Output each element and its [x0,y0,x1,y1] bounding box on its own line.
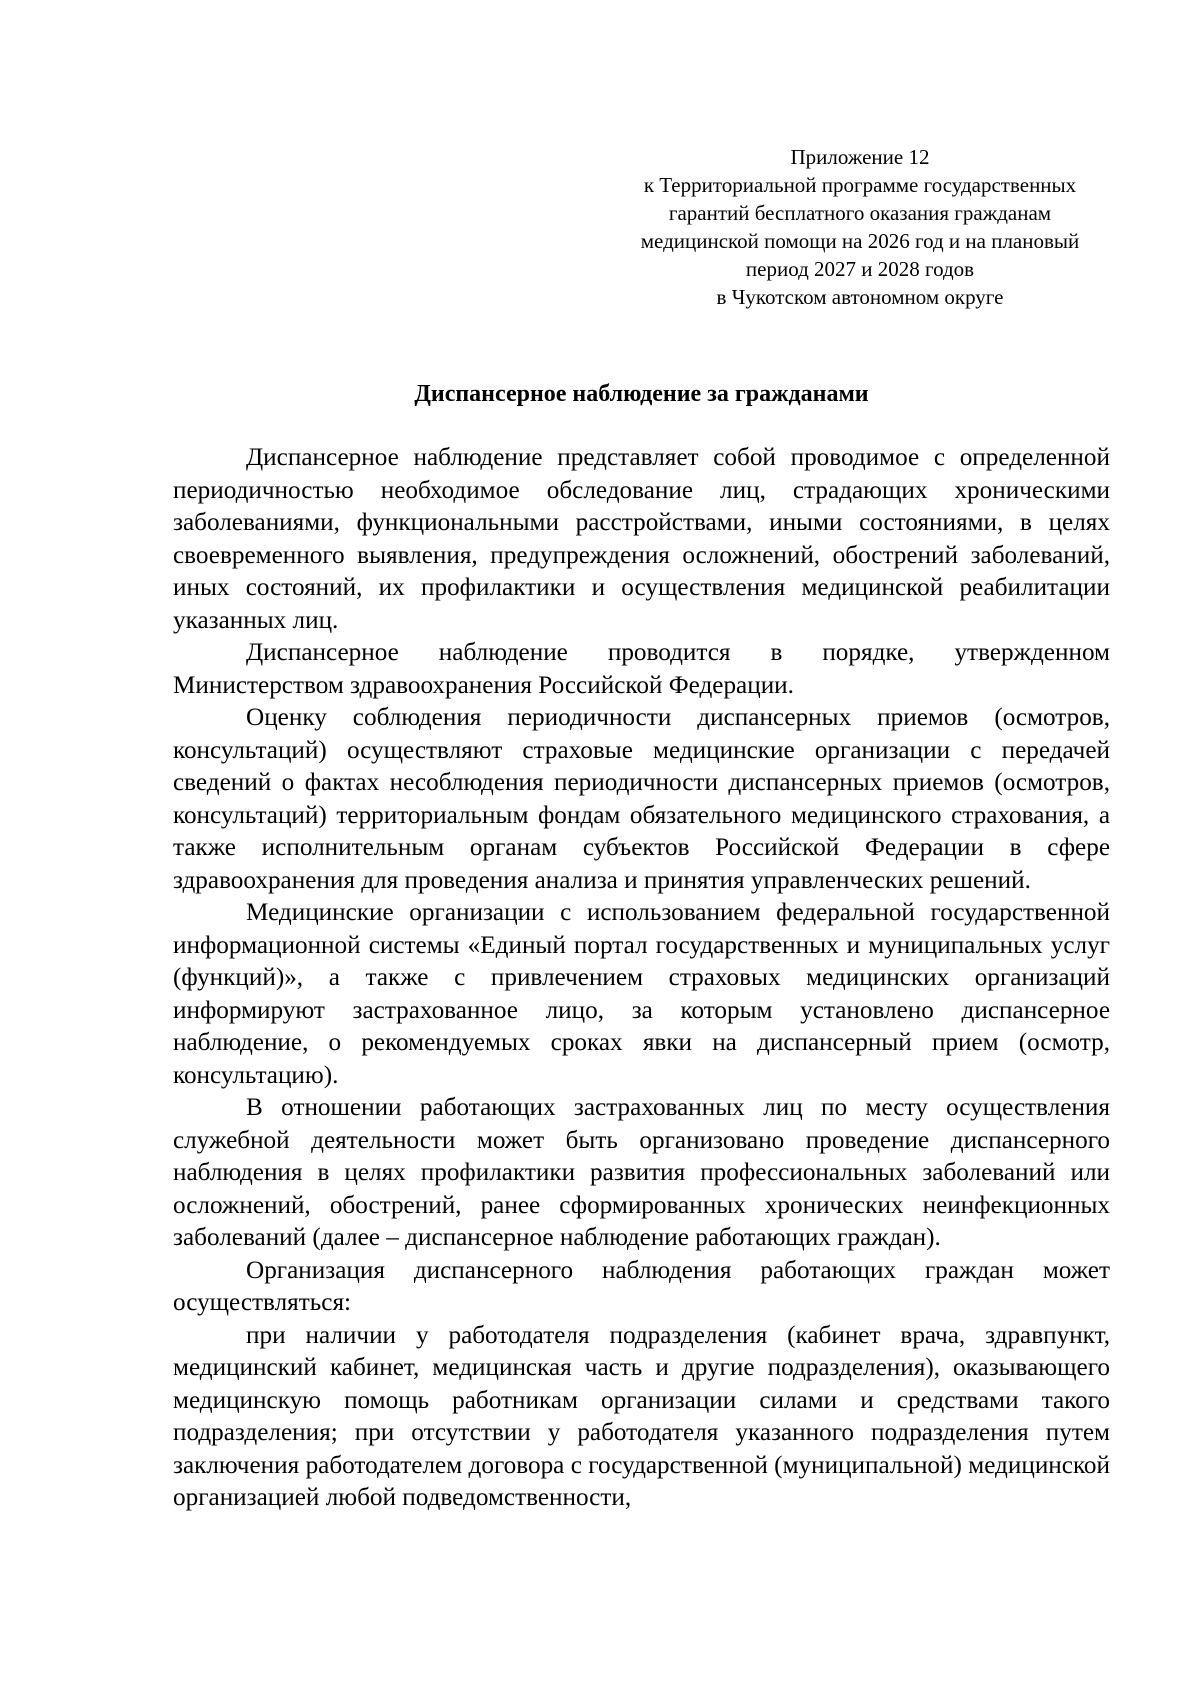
appendix-number: Приложение 12 [790,145,930,169]
body-paragraph: Организация диспансерного наблюдения работающих граждан может осуществляться: [173,1256,1110,1316]
appendix-ref-line: в Чукотском автономном округе [716,285,1004,309]
document-title: Диспансерное наблюдение за гражданами [414,381,869,407]
body-paragraph: при наличии у работодателя подразделения (кабинет врача, здравпункт, медицинский кабинет, медицинская часть и другие подразделения), оказывающего медицинскую помощь работникам организации силами и средствами такого подразделения; при отсутствии у работодателя указанного подразделения путем заключения работодателем договора с государственной (муниципальной) медицинской организацией любой подведомственности, [173,1321,1110,1511]
appendix-ref-line: гарантий бесплатного оказания гражданам [668,201,1052,225]
body-paragraph: Диспансерное наблюдение представляет собой проводимое с определенной периодичностью необходимое обследование лиц, страдающих хроническими заболеваниями, функциональными расстройствами, иными состояниями, в целях своевременного выявления, предупреждения осложнений, обострений заболеваний, иных состояний, их профилактики и осуществления медицинской реабилитации указанных лиц. [173,444,1110,634]
body-paragraph: В отношении работающих застрахованных лиц по месту осуществления служебной деятельности может быть организовано проведение диспансерного наблюдения в целях профилактики развития профессиональных заболеваний или осложнений, обострений, ранее сформированных хронических неинфекционных заболеваний (далее – диспансерное наблюдение работающих граждан). [173,1094,1110,1251]
appendix-header [610,143,1110,311]
appendix-ref-line: период 2027 и 2028 годов [745,257,975,281]
appendix-ref-line: медицинской помощи на 2026 год и на плановый [640,229,1080,253]
body-paragraph: Медицинские организации с использованием федеральной государственной информационной системы «Единый портал государственных и муниципальных услуг (функций)», а также с привлечением страховых медицинских организаций информируют застрахованное лицо, за которым установлено диспансерное наблюдение, о рекомендуемых сроках явки на диспансерный прием (осмотр, консультацию). [173,899,1110,1089]
document-body [173,442,1110,1515]
body-paragraph: Диспансерное наблюдение проводится в порядке, утвержденном Министерством здравоохранения Российской Федерации. [173,639,1110,699]
appendix-ref-line: к Территориальной программе государственных [643,173,1077,197]
body-paragraph: Оценку соблюдения периодичности диспансерных приемов (осмотров, консультаций) осуществляют страховые медицинские организации с передачей сведений о фактах несоблюдения периодичности диспансерных приемов (осмотров, консультаций) территориальным фондам обязательного медицинского страхования, а также исполнительным органам субъектов Российской Федерации в сфере здравоохранения для проведения анализа и принятия управленческих решений. [173,704,1110,894]
